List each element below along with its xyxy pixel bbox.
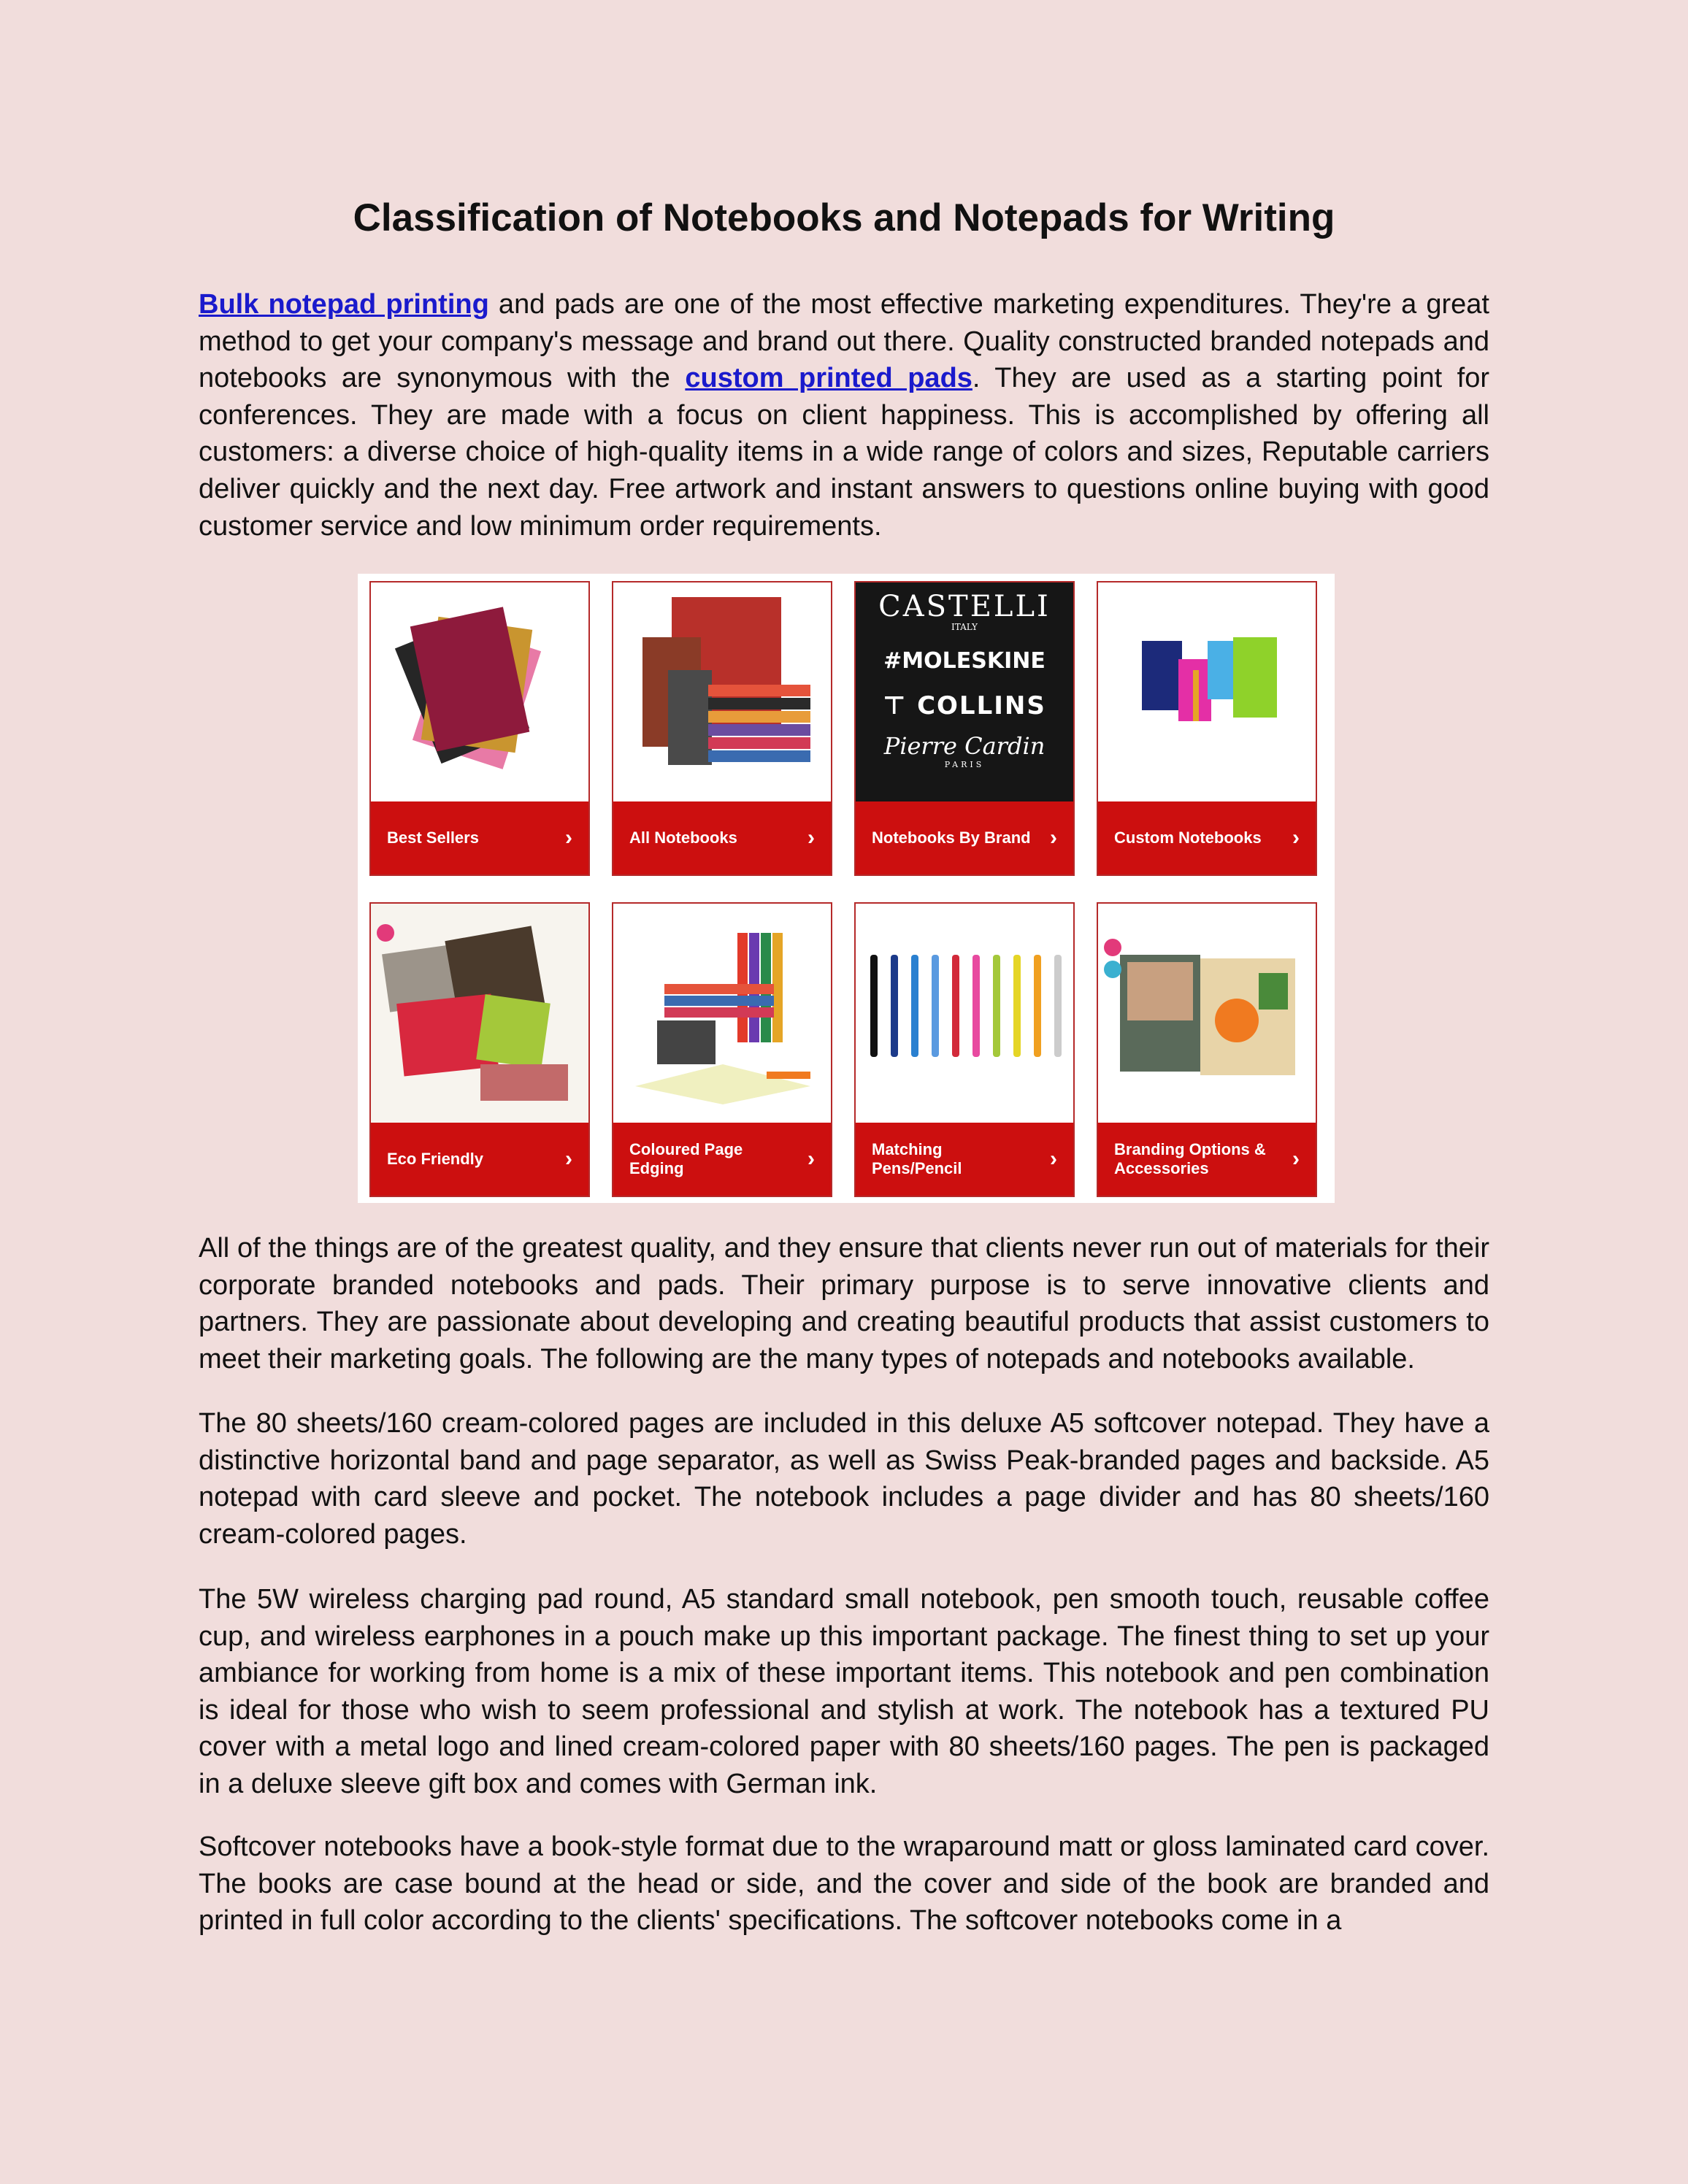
category-label: Custom Notebooks: [1114, 828, 1262, 847]
category-bar[interactable]: [613, 1123, 831, 1196]
custom-notebooks-image: [1098, 582, 1316, 801]
all-notebooks-image: [613, 582, 831, 801]
category-label: Best Sellers: [387, 828, 479, 847]
castelli-logo: CASTELLI: [878, 590, 1051, 623]
chevron-right-icon: ›: [807, 826, 815, 850]
tree-icon: ⊤: [883, 691, 908, 720]
intro-text-1: and pads are one of the most effective marketing expenditures. They're a great method to get your company's message and brand out there. Quality constructed branded notepads and notebooks are synonymous with the: [199, 289, 1489, 394]
chevron-right-icon: ›: [565, 826, 572, 850]
intro-text-2: . They are used as a starting point for conferences. They are made with a focus on client happiness. This is accomplished by offering all customers: a diverse choice of high-quality items in a wide range of colors and sizes, Reputable carriers deliver quickly and the next day. Free artwork and instant answers to questions online buying with good customer service and low minimum order requirements.: [199, 363, 1490, 542]
collins-logo: ⊤ COLLINS: [883, 691, 1046, 720]
category-tile-notebooks-by-brand: [854, 581, 1075, 876]
coloured-page-edging-image: [613, 904, 831, 1123]
grid-icon: #: [883, 648, 902, 674]
notebook-categories-image: [358, 574, 1335, 1203]
chevron-right-icon: ›: [1292, 826, 1300, 850]
pierre-cardin-logo: Pierre Cardin: [883, 732, 1046, 760]
best-sellers-notebooks-image: [371, 582, 588, 801]
chevron-right-icon: ›: [1292, 1147, 1300, 1171]
category-label: Branding Options & Accessories: [1114, 1140, 1266, 1177]
category-tile-custom-notebooks: [1097, 581, 1317, 876]
bulk-notepad-printing-link[interactable]: Bulk notepad printing: [199, 289, 489, 320]
category-label: Eco Friendly: [387, 1150, 484, 1168]
branding-options-image: [1098, 904, 1316, 1123]
page-title: Classification of Notebooks and Notepads for Writing: [353, 196, 1335, 239]
category-bar[interactable]: [371, 801, 588, 874]
chevron-right-icon: ›: [1050, 1147, 1057, 1171]
body-paragraph: All of the things are of the greatest quality, and they ensure that clients never run out of materials for their corporate branded notebooks and pads. Their primary purpose is to serve innovative clients and partners. They are passionate about developing and creating beautiful products that assist customers to meet their marketing goals. The following are the many types of notepads and notebooks available.: [199, 1233, 1489, 1374]
paris-text: PARIS: [944, 760, 985, 769]
category-tile-matching-pens: [854, 902, 1075, 1197]
chevron-right-icon: ›: [807, 1147, 815, 1171]
matching-pens-image: [856, 904, 1073, 1123]
category-bar[interactable]: [856, 801, 1073, 874]
body-paragraph: The 80 sheets/160 cream-colored pages are included in this deluxe A5 softcover notepad. They have a distinctive horizontal band and page separator, as well as Swiss Peak-branded pages and backside. A5 notepad with card sleeve and pocket. The notebook includes a page divider and has 80 sheets/160 cream-colored pages.: [199, 1408, 1489, 1550]
category-tile-eco-friendly: [369, 902, 590, 1197]
chevron-right-icon: ›: [565, 1147, 572, 1171]
moleskine-logo: #MOLESKINE: [883, 648, 1046, 674]
category-label: Coloured Page Edging: [629, 1140, 743, 1177]
body-paragraph: Softcover notebooks have a book-style format due to the wraparound matt or gloss laminated card cover. The books are case bound at the head or side, and the cover and side of the book are branded and printed in full color according to the clients' specifications. The softcover notebooks come in a: [199, 1831, 1489, 1937]
eco-friendly-image: [371, 904, 588, 1123]
category-bar[interactable]: [1098, 801, 1316, 874]
category-label: All Notebooks: [629, 828, 737, 847]
category-label: Matching Pens/Pencil: [872, 1140, 962, 1177]
category-bar[interactable]: [613, 801, 831, 874]
category-tile-coloured-page-edging: [612, 902, 832, 1197]
category-bar[interactable]: [856, 1123, 1073, 1196]
chevron-right-icon: ›: [1050, 826, 1057, 850]
category-bar[interactable]: [1098, 1123, 1316, 1196]
category-bar[interactable]: [371, 1123, 588, 1196]
italy-text: ITALY: [951, 622, 978, 632]
category-tile-best-sellers: [369, 581, 590, 876]
intro-paragraph: [199, 286, 1489, 545]
category-label: Notebooks By Brand: [872, 828, 1031, 847]
category-tile-branding-options: [1097, 902, 1317, 1197]
custom-printed-pads-link[interactable]: custom printed pads: [685, 363, 972, 394]
brand-logos-image: [856, 582, 1073, 801]
body-paragraph: The 5W wireless charging pad round, A5 standard small notebook, pen smooth touch, reusable coffee cup, and wireless earphones in a pouch make up this important package. The finest thing to set up your ambiance for working from home is a mix of these important items. This notebook and pen combination is ideal for those who wish to seem professional and stylish at work. The notebook has a textured PU cover with a metal logo and lined cream-colored paper with 80 sheets/160 pages. The pen is packaged in a deluxe sleeve gift box and comes with German ink.: [199, 1584, 1489, 1799]
category-tile-all-notebooks: [612, 581, 832, 876]
